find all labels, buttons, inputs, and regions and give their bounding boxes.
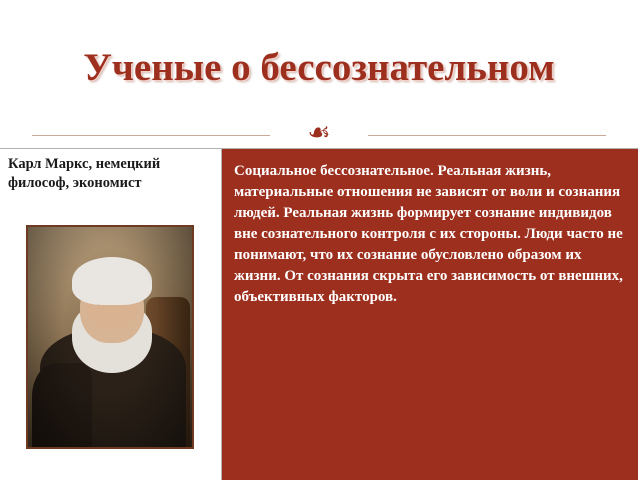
portrait-image bbox=[26, 225, 194, 449]
person-caption: Карл Маркс, немецкий философ, экономист bbox=[8, 156, 161, 191]
table-cell-right bbox=[222, 149, 638, 480]
portrait-frame bbox=[26, 225, 194, 449]
title-divider bbox=[32, 118, 606, 148]
table-cell-left bbox=[0, 149, 222, 480]
description-text: Социальное бессознательное. Реальная жизнь, материальные отношения не зависят от воли и сознания людей. Реальная жизнь формирует сознание индивидов вне сознательного контроля с их стороны. Люди часто не понимают, что их сознание обусловлено образом их жизни. От сознания скрыта его зависимость от внешних, объективных факторов. bbox=[234, 163, 623, 305]
content-table bbox=[0, 148, 638, 480]
page-title: Ученые о бессознательном bbox=[83, 46, 555, 89]
swirl-ornament-icon: ☙ bbox=[307, 118, 331, 148]
portrait-vignette bbox=[28, 227, 192, 447]
